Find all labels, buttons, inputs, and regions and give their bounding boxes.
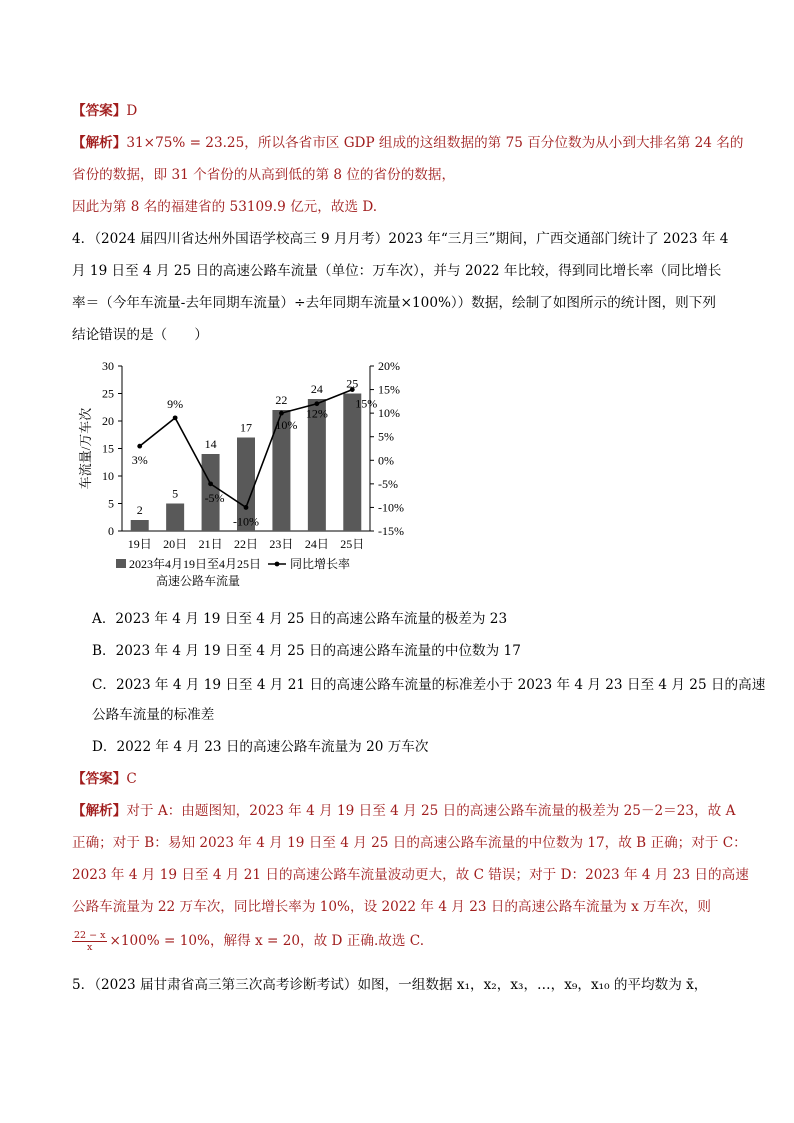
y-tick-label-right: 10% [378,406,400,421]
option-d: D．2022 年 4 月 23 日的高速公路车流量为 20 万车次 [92,739,429,755]
bar [343,394,361,532]
legend-line-marker [275,562,280,567]
fraction-denominator: x [87,942,93,953]
q4-stem-line-2: 月 19 日至 4 月 25 日的高速公路车流量（单位：万车次），并与 2022 年比较，得到同比增长率（同比增长 [72,263,722,279]
growth-rate-point [279,411,284,416]
bar-value-label: 25 [346,376,359,391]
y-tick-label-right: 0% [378,453,394,468]
y-tick-label-left: 0 [108,524,114,538]
bar [166,504,184,532]
growth-rate-label: -10% [233,514,259,529]
legend-bar-label-line-1: 2023年4月19日至4月25日 [129,557,262,571]
option-a: A．2023 年 4 月 19 日至 4 月 25 日的高速公路车流量的极差为 23 [92,611,508,627]
growth-rate-label: 12% [305,406,328,421]
fraction-numerator: 22 − x [74,930,106,941]
legend-bar-label [129,556,261,588]
x-tick-label: 24日 [304,537,329,551]
q4-stem-line-3: 率＝（今年车流量-去年同期车流量）÷去年同期车流量×100%））数据，绘制了如图所示的统计图，则下列 [72,295,716,311]
growth-rate-label: 15% [355,396,378,411]
y-tick-label-left: 30 [102,359,114,373]
analysis-text: 31×75% = 23.25，所以各省市区 GDP 组成的这组数据的第 75 百分位数为从小到大排名第 24 名的 [126,135,744,151]
analysis-line-1 [72,133,743,153]
analysis-tag: 【解析】 [72,135,127,151]
growth-rate-label: 9% [167,396,184,411]
q4-analysis-line-4: 公路车流量为 22 万车次，同比增长率为 10%，设 2022 年 4 月 23 日的高速公路车流量为 x 万车次，则 [72,899,712,915]
fraction [72,930,107,953]
answer-value: D [126,103,138,119]
y-tick-label-right: -10% [378,500,404,515]
y-tick-label-right: 5% [378,429,394,444]
option-b: B．2023 年 4 月 19 日至 4 月 25 日的高速公路车流量的中位数为 17 [92,643,521,659]
bar-value-label: 14 [204,437,217,451]
growth-rate-point [173,415,178,420]
traffic-chart [72,352,412,604]
q4-stem-line-1: 4．（2024 届四川省达州外国语学校高三 9 月月考）2023 年“三月三”期间，广西交通部门统计了 2023 年 4 [72,231,729,247]
y-tick-label-left: 25 [102,386,114,401]
x-tick-label: 25日 [340,537,365,551]
answer-tag: 【答案】 [72,103,127,119]
growth-rate-point [208,481,213,486]
growth-rate-label: 3% [131,453,148,468]
bar-value-label: 24 [310,382,323,396]
y-tick-label-left: 10 [102,469,114,483]
legend-line-label: 同比增长率 [290,557,351,571]
analysis-text: ×100% = 10%，解得 x = 20，故 D 正确.故选 C. [109,933,425,949]
q5-stem-line-1: 5．（2023 届甘肃省高三第三次高考诊断考试）如图，一组数据 x₁，x₂，x₃，…，x₉，x₁₀ 的平均数为 x̄， [72,977,708,993]
y-tick-label-right: 15% [378,382,400,397]
growth-rate-label: -5% [204,490,225,505]
option-c-line-2: 公路车流量的标准差 [92,707,215,723]
x-tick-label: 23日 [269,537,294,551]
x-tick-label: 21日 [198,537,223,551]
bar-value-label: 2 [136,503,143,517]
q4-analysis-line-2: 正确；对于 B：易知 2023 年 4 月 19 日至 4 月 25 日的高速公路车流量的中位数为 17，故 B 正确；对于 C： [72,835,747,851]
bar-value-label: 22 [275,393,288,407]
legend-bar-swatch [116,559,126,568]
analysis-text: 对于 A：由题图知，2023 年 4 月 19 日至 4 月 25 日的高速公路车流量的极差为 25－2＝23，故 A [126,803,736,819]
analysis-line-2: 省份的数据，即 31 个省份的从高到低的第 8 位的省份的数据， [72,167,456,183]
answer-line-prev [72,101,137,121]
q4-analysis-line-3: 2023 年 4 月 19 日至 4 月 21 日的高速公路车流量波动更大，故 C 错误；对于 D：2023 年 4 月 23 日的高速 [72,867,749,883]
q4-analysis-line-5 [72,930,424,953]
y-axis-label: 车流量/万车次 [78,407,93,490]
bar-value-label: 5 [172,486,179,501]
growth-rate-point [137,444,142,449]
y-tick-label-right: -15% [378,524,404,538]
q4-stem-line-4: 结论错误的是（ ） [72,327,208,343]
x-tick-label: 19日 [127,537,152,551]
growth-rate-label: 10% [275,418,298,433]
growth-rate-point [314,401,319,406]
y-tick-label-left: 15 [102,441,114,456]
y-tick-label-right: -5% [378,476,398,491]
bar [131,520,149,531]
answer-value: C [126,771,137,787]
y-tick-label-left: 20 [102,414,114,428]
y-tick-label-right: 20% [378,359,400,373]
legend-bar-label-line-2: 高速公路车流量 [156,574,241,588]
x-tick-label: 22日 [233,537,259,551]
x-tick-label: 20日 [163,537,188,551]
analysis-tag: 【解析】 [72,803,127,819]
answer-tag: 【答案】 [72,771,127,787]
option-c-line-1: C．2023 年 4 月 19 日至 4 月 21 日的高速公路车流量的标准差小于 2023 年 4 月 23 日至 4 月 25 日的高速 [92,677,766,693]
bar-value-label: 17 [240,420,252,435]
q4-analysis-line-1 [72,801,735,821]
growth-rate-point [244,505,249,510]
analysis-line-3: 因此为第 8 名的福建省的 53109.9 亿元，故选 D. [72,199,378,215]
q4-answer-line [72,769,137,789]
chart-svg [72,352,412,604]
y-tick-label-left: 5 [108,496,114,511]
